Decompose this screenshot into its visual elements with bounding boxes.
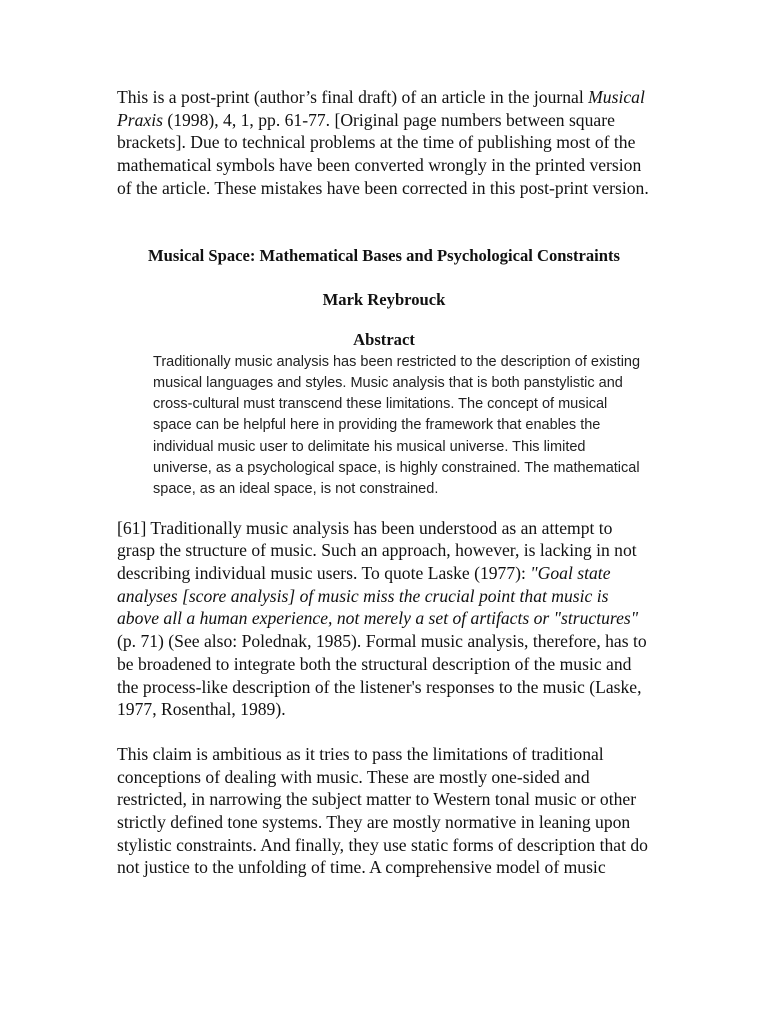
paragraph-1-intro: [61] Traditionally music analysis has been understood as an attempt to grasp the structure of music. Such an approach, however, is lacking in not describing individual music users. To quote Laske (1977): — [117, 517, 637, 583]
article-title: Musical Space: Mathematical Bases and Psychological Constraints — [148, 245, 620, 265]
abstract-heading: Abstract — [353, 329, 415, 349]
article-author: Mark Reybrouck — [322, 289, 446, 309]
journal-name: Musical Praxis — [117, 87, 645, 130]
laske-quote: "Goal state analyses [score analysis] of music miss the crucial point that music is above all a human experience, not merely a set of artifacts or "structures" — [117, 563, 639, 629]
post-print-note — [117, 86, 651, 200]
document-page — [117, 86, 651, 879]
abstract-text: Traditionally music analysis has been restricted to the description of existing musical languages and styles. Music analysis that is both panstylistic and cross-cultural must transcend these limitations. The concept of musical space can be helpful here in providing the framework that enables the individual music user to delimitate his musical universe. This limited universe, as a psychological space, is highly constrained. The mathematical space, as an ideal space, is not constrained. — [153, 353, 641, 498]
body-paragraph-1 — [117, 517, 651, 721]
note-text-end: (1998), 4, 1, pp. 61-77. [Original page numbers between square brackets]. Due to technical problems at the time of publishing most of the mathematical symbols have been converted wrongly in the printed version of the article. These mistakes have been corrected in this post-print version. — [117, 109, 649, 198]
body-paragraph-2: This claim is ambitious as it tries to pass the limitations of traditional conceptions of dealing with music. These are mostly one-sided and restricted, in narrowing the subject matter to Western tonal music or other strictly defined tone systems. They are mostly normative in leaning upon stylistic constraints. And finally, they use static forms of description that do not justice to the unfolding of time. A comprehensive model of music — [117, 743, 648, 878]
note-text-start: This is a post-print (author’s final draft) of an article in the journal — [117, 87, 589, 107]
paragraph-1-rest: (p. 71) (See also: Polednak, 1985). Formal music analysis, therefore, has to be broadened to integrate both the structural description of the music and the process-like description of the listener's responses to the music (Laske, 1977, Rosenthal, 1989). — [117, 631, 647, 720]
